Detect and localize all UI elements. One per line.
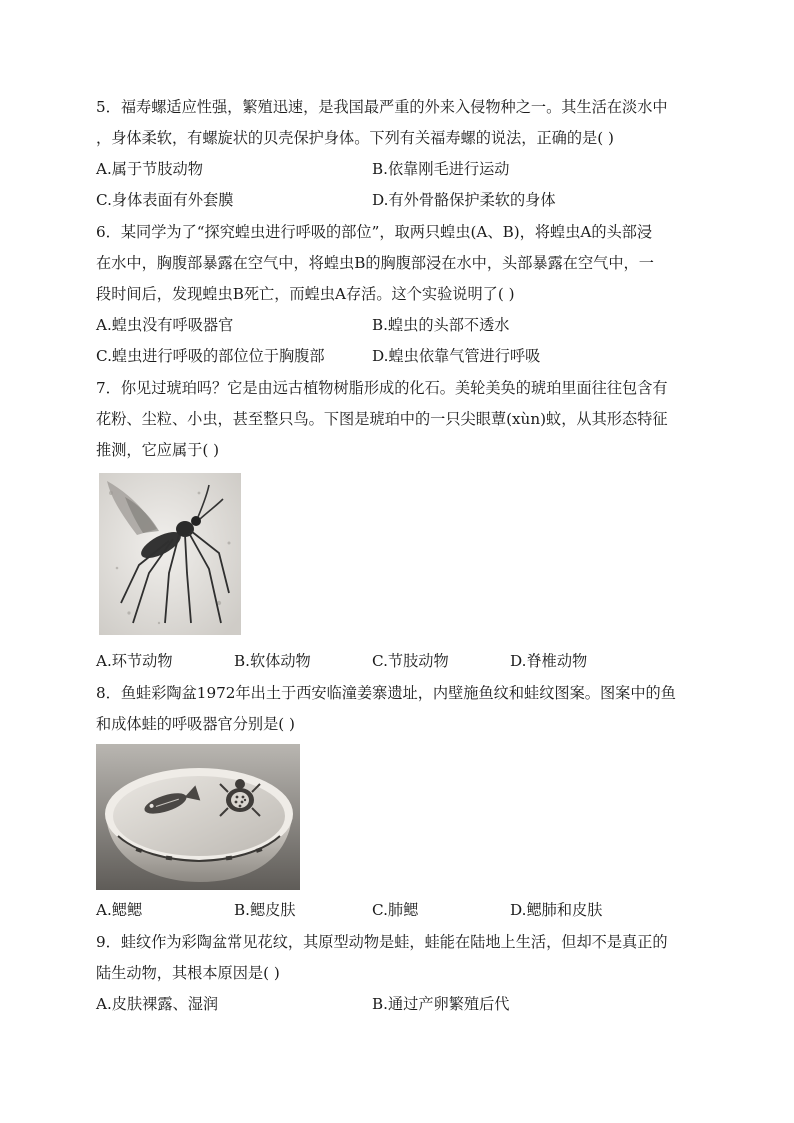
q7-option-c: C.节肢动物 [372, 652, 449, 670]
q8-line-2: 和成体蛙的呼吸器官分别是( ) [96, 715, 295, 733]
q8-option-c: C.肺鳃 [372, 901, 419, 919]
q5-option-d: D.有外骨骼保护柔软的身体 [372, 191, 556, 209]
q9-option-b: B.通过产卵繁殖后代 [372, 995, 510, 1013]
q6-option-d: D.蝗虫依靠气管进行呼吸 [372, 347, 541, 365]
q9-option-a: A.皮肤裸露、湿润 [96, 995, 219, 1013]
q6-option-c: C.蝗虫进行呼吸的部位位于胸腹部 [96, 347, 325, 365]
q7-option-d: D.脊椎动物 [510, 652, 588, 670]
q6-line-1: 6．某同学为了“探究蝗虫进行呼吸的部位”，取两只蝗虫(A、B)，将蝗虫A的头部浸 [96, 223, 653, 241]
q5-line-2: ，身体柔软，有螺旋状的贝壳保护身体。下列有关福寿螺的说法，正确的是( ) [96, 129, 614, 147]
q7-line-1: 7．你见过琥珀吗？它是由远古植物树脂形成的化石。美轮美奂的琥珀里面往往包含有 [96, 379, 668, 397]
q5-line-1: 5．福寿螺适应性强，繁殖迅速，是我国最严重的外来入侵物种之一。其生活在淡水中 [96, 98, 668, 116]
pottery-illustration [96, 744, 300, 890]
q5-option-b: B.依靠刚毛进行运动 [372, 160, 510, 178]
q5-option-c: C.身体表面有外套膜 [96, 191, 234, 209]
q8-option-b: B.鳃皮肤 [234, 901, 296, 919]
q8-option-d: D.鳃肺和皮肤 [510, 901, 603, 919]
q6-line-3: 段时间后，发现蝗虫B死亡，而蝗虫A存活。这个实验说明了( ) [96, 285, 515, 303]
q5-option-a: A.属于节肢动物 [96, 160, 203, 178]
q8-option-a: A.鳃鳃 [96, 901, 143, 919]
q9-line-1: 9．蛙纹作为彩陶盆常见花纹，其原型动物是蛙，蛙能在陆地上生活，但却不是真正的 [96, 933, 668, 951]
gnat-illustration [99, 473, 241, 635]
pottery-basin-figure [96, 744, 300, 890]
q9-line-2: 陆生动物，其根本原因是( ) [96, 964, 280, 982]
q7-option-a: A.环节动物 [96, 652, 173, 670]
amber-gnat-figure [99, 473, 241, 635]
q7-line-3: 推测，它应属于( ) [96, 441, 219, 459]
q6-option-b: B.蝗虫的头部不透水 [372, 316, 510, 334]
q7-line-2: 花粉、尘粒、小虫，甚至整只鸟。下图是琥珀中的一只尖眼蕈(xùn)蚊，从其形态特征 [96, 410, 668, 428]
q7-option-b: B.软体动物 [234, 652, 311, 670]
q6-option-a: A.蝗虫没有呼吸器官 [96, 316, 234, 334]
q8-line-1: 8．鱼蛙彩陶盆1972年出土于西安临潼姜寨遗址，内壁施鱼纹和蛙纹图案。图案中的鱼 [96, 684, 676, 702]
q6-line-2: 在水中，胸腹部暴露在空气中，将蝗虫B的胸腹部浸在水中，头部暴露在空气中，一 [96, 254, 654, 272]
